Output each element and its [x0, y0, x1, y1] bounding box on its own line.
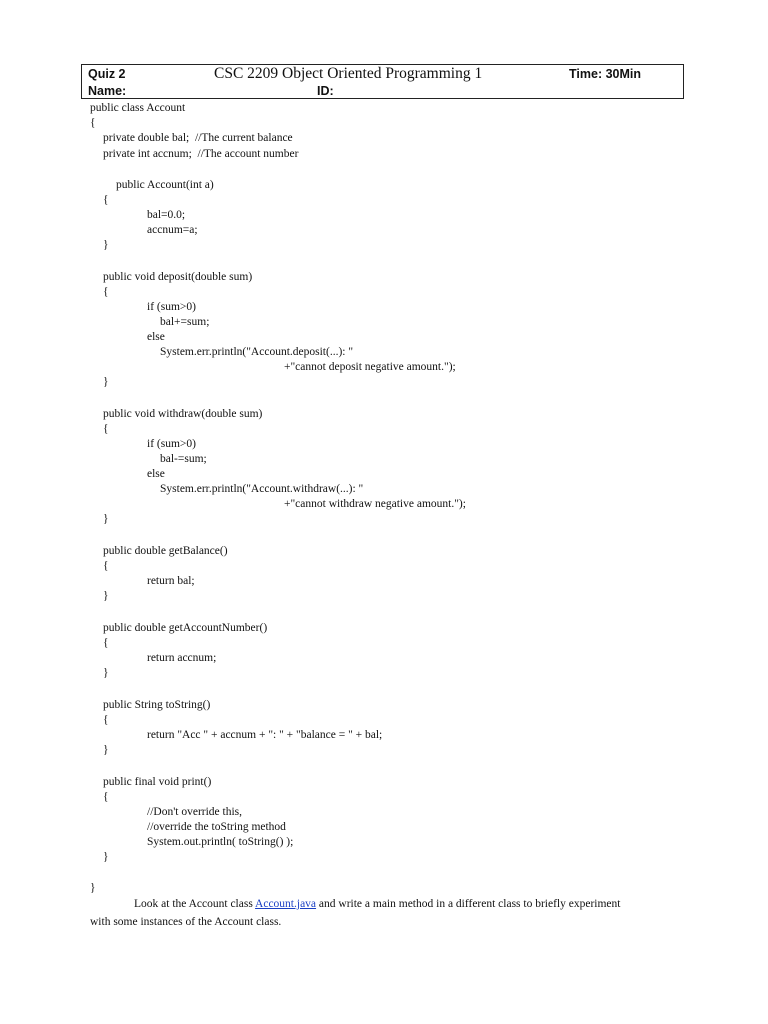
code-line: }: [103, 667, 109, 679]
code-line: {: [103, 423, 109, 435]
instruction-line-2: with some instances of the Account class.: [90, 916, 282, 928]
code-line: bal=0.0;: [147, 209, 186, 221]
quiz-label: Quiz 2: [88, 67, 126, 81]
code-line: {: [103, 791, 109, 803]
code-line: accnum=a;: [147, 224, 198, 236]
code-line: //override the toString method: [147, 821, 286, 833]
code-line: return accnum;: [147, 652, 217, 664]
code-line: }: [103, 851, 109, 863]
code-line: System.err.println("Account.withdraw(...): ": [160, 483, 364, 495]
code-line: public String toString(): [103, 699, 211, 711]
name-label: Name:: [88, 84, 127, 98]
code-line: bal-=sum;: [160, 453, 207, 465]
code-line: +"cannot withdraw negative amount.");: [284, 498, 466, 510]
code-line: public void withdraw(double sum): [103, 408, 263, 420]
code-line: }: [103, 239, 109, 251]
code-line: {: [103, 286, 109, 298]
time-label: Time: 30Min: [569, 67, 642, 81]
account-java-link[interactable]: Account.java: [255, 898, 317, 910]
code-line: {: [103, 714, 109, 726]
code-line: +"cannot deposit negative amount.");: [284, 361, 456, 373]
code-line: }: [103, 376, 109, 388]
code-line: if (sum>0): [147, 301, 196, 313]
code-line: {: [90, 117, 96, 129]
code-line: {: [103, 637, 109, 649]
code-line: }: [103, 744, 109, 756]
code-line: public final void print(): [103, 776, 212, 788]
id-label: ID:: [317, 84, 334, 98]
code-line: return "Acc " + accnum + ": " + "balance = " + bal;: [147, 729, 383, 741]
code-line: System.err.println("Account.deposit(...): ": [160, 346, 354, 358]
code-line: public class Account: [90, 102, 186, 114]
course-title: CSC 2209 Object Oriented Programming 1: [214, 65, 483, 82]
instruction-text: and write a main method in a different class to briefly experiment: [316, 898, 621, 910]
code-line: private int accnum; //The account number: [103, 148, 299, 160]
code-line: return bal;: [147, 575, 195, 587]
code-line: public void deposit(double sum): [103, 271, 253, 283]
code-line: else: [147, 468, 165, 480]
instruction-line-1: [134, 897, 620, 911]
code-line: {: [103, 194, 109, 206]
code-line: if (sum>0): [147, 438, 196, 450]
code-line: public double getAccountNumber(): [103, 622, 268, 634]
instruction-text: Look at the Account class: [134, 898, 256, 910]
code-line: {: [103, 560, 109, 572]
code-line: bal+=sum;: [160, 316, 210, 328]
code-line: System.out.println( toString() );: [147, 836, 294, 848]
code-line: else: [147, 331, 165, 343]
code-line: public Account(int a): [116, 179, 214, 191]
code-line: }: [90, 882, 96, 894]
code-line: public double getBalance(): [103, 545, 228, 557]
code-line: private double bal; //The current balance: [103, 132, 293, 144]
code-line: }: [103, 513, 109, 525]
code-line: //Don't override this,: [147, 806, 243, 818]
code-line: }: [103, 590, 109, 602]
